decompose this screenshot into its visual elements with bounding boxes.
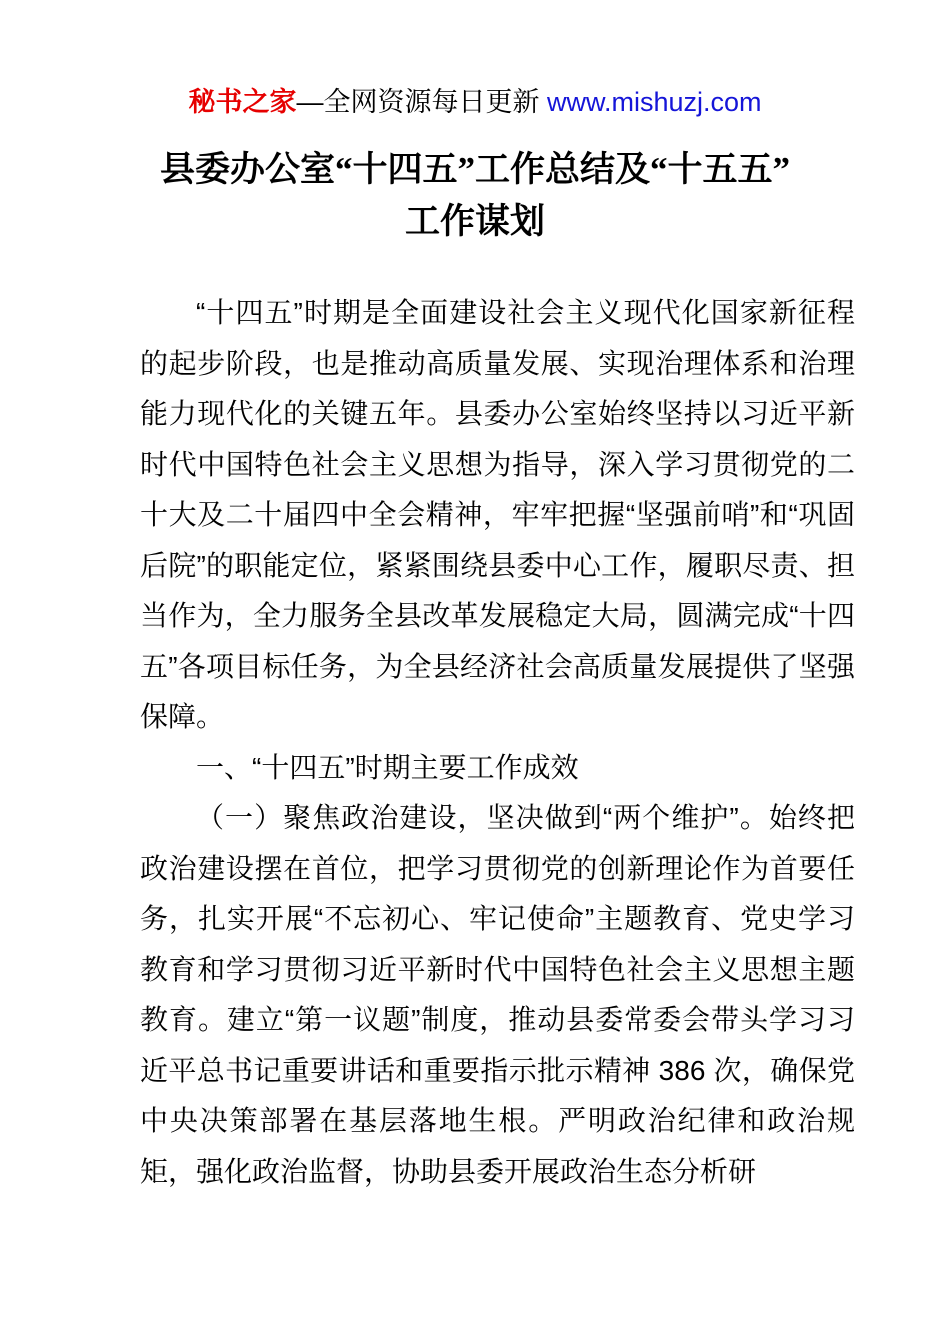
document-title	[60, 144, 890, 248]
document-body	[140, 288, 855, 1197]
header-tagline: —全网资源每日更新	[296, 87, 547, 117]
site-url-link[interactable]: www.mishuzj.com	[546, 87, 762, 117]
section-heading-1: 一、“十四五”时期主要工作成效	[196, 751, 579, 783]
site-header	[0, 0, 950, 118]
paragraph-intro: “十四五”时期是全面建设社会主义现代化国家新征程的起步阶段，也是推动高质量发展、实现治理体系和治理能力现代化的关键五年。县委办公室始终坚持以习近平新时代中国特色社会主义思想为指导，深入学习贯彻党的二十大及二十届四中全会精神，牢牢把握“坚强前哨”和“巩固后院”的职能定位，紧紧围绕县委中心工作，履职尽责、担当作为，全力服务全县改革发展稳定大局，圆满完成“十四五”各项目标任务，为全县经济社会高质量发展提供了坚强保障。	[140, 297, 855, 732]
paragraph-section-1-1: （一）聚焦政治建设，坚决做到“两个维护”。始终把政治建设摆在首位，把学习贯彻党的创新理论作为首要任务，扎实开展“不忘初心、牢记使命”主题教育、党史学习教育和学习贯彻习近平新时代中国特色社会主义思想主题教育。建立“第一议题”制度，推动县委常委会带头学习习近平总书记重要讲话和重要指示批示精神 386 次，确保党中央决策部署在基层落地生根。严明政治纪律和政治规矩，强化政治监督，协助县委开展政治生态分析研	[140, 802, 855, 1187]
site-brand: 秘书之家	[188, 87, 297, 117]
document-title-line-2: 工作谋划	[404, 202, 545, 241]
document-title-line-1: 县委办公室“十四五”工作总结及“十五五”	[159, 150, 790, 189]
